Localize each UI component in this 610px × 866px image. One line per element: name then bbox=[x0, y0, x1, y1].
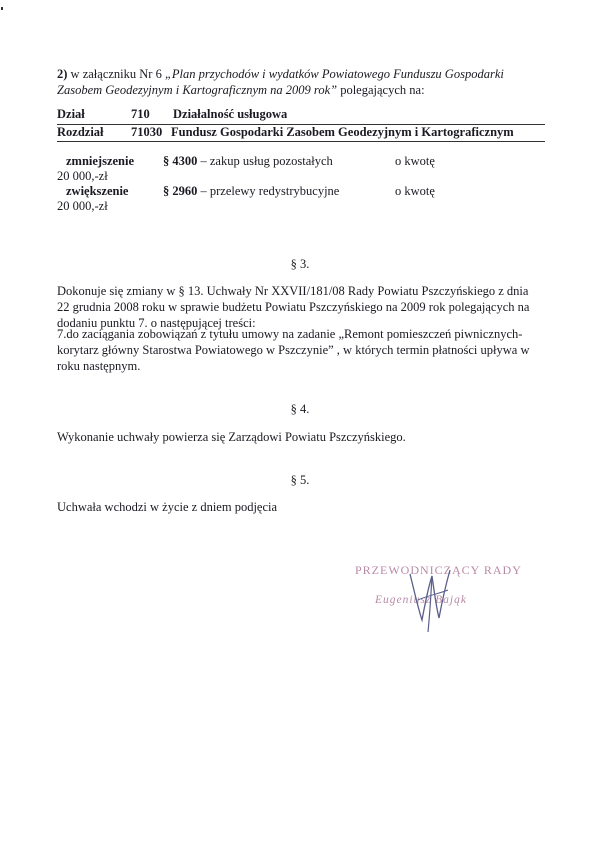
entry-amount: 20 000,-zł bbox=[57, 199, 108, 213]
entry-paragraph bbox=[163, 153, 333, 170]
table-rozdzial-name: Fundusz Gospodarki Zasobem Geodezyjnym i Kartograficznym bbox=[171, 125, 514, 139]
chairman-stamp-title: PRZEWODNICZĄCY RADY bbox=[355, 563, 522, 577]
intro-text: w załączniku Nr 6 bbox=[70, 67, 162, 81]
table-dzial-label: Dział bbox=[57, 107, 85, 121]
table-rozdzial-label: Rozdział bbox=[57, 125, 104, 139]
section-3-line: 7.do zaciągania zobowiązań z tytułu umowy na zadanie „Remont pomieszczeń piwnicznych- bbox=[57, 327, 523, 341]
intro-plan-title-cont: Zasobem Geodezyjnym i Kartograficznym na 2009 rok” bbox=[57, 83, 338, 97]
section-5-text: Uchwała wchodzi w życie z dniem podjęcia bbox=[57, 500, 278, 514]
section-3-line: roku następnym. bbox=[57, 359, 141, 373]
entry-kind: zwiększenie bbox=[66, 184, 129, 198]
handwritten-signature bbox=[392, 560, 472, 635]
section-3-line: Dokonuje się zmiany w § 13. Uchwały Nr XXVII/181/08 Rady Powiatu Pszczyńskiego z dnia bbox=[57, 284, 529, 298]
section-4-text: Wykonanie uchwały powierza się Zarządowi Powiatu Pszczyńskiego. bbox=[57, 430, 406, 444]
entry-kwota-label: o kwotę bbox=[395, 184, 435, 198]
section-3-heading: § 3. bbox=[290, 257, 310, 271]
table-dzial-name: Działalność usługowa bbox=[173, 107, 288, 121]
section-3-line: 22 grudnia 2008 roku w sprawie budżetu Powiatu Pszczyńskiego na 2009 rok polegających na bbox=[57, 300, 530, 314]
entry-para-number: § 2960 bbox=[163, 184, 198, 198]
intro-text-end: polegających na: bbox=[340, 83, 425, 97]
entry-kwota-label: o kwotę bbox=[395, 154, 435, 168]
entry-amount: 20 000,-zł bbox=[57, 169, 108, 183]
section-4-heading: § 4. bbox=[290, 402, 310, 416]
table-bottom-rule bbox=[57, 141, 545, 142]
table-dzial-code: 710 bbox=[131, 107, 150, 121]
chairman-stamp-name: Eugeniusz Bająk bbox=[375, 594, 467, 606]
intro-plan-title: „Plan przychodów i wydatków Powiatowego Funduszu Gospodarki bbox=[164, 67, 504, 81]
intro-item-number: 2) bbox=[57, 67, 68, 81]
intro-line-2 bbox=[57, 82, 425, 99]
section-5-heading: § 5. bbox=[290, 473, 310, 487]
entry-kind: zmniejszenie bbox=[66, 154, 135, 168]
section-3-line: dodaniu punktu 7. o następującej treści: bbox=[57, 316, 256, 330]
entry-description: – przelewy redystrybucyjne bbox=[200, 184, 340, 198]
intro-line-1 bbox=[57, 66, 504, 83]
entry-paragraph bbox=[163, 183, 339, 200]
scan-mark bbox=[1, 7, 3, 10]
entry-para-number: § 4300 bbox=[163, 154, 198, 168]
table-rozdzial-code: 71030 bbox=[131, 125, 163, 139]
entry-description: – zakup usług pozostałych bbox=[200, 154, 333, 168]
section-3-line: korytarz główny Starostwa Powiatowego w Pszczynie” , w których termin płatności upływa w bbox=[57, 343, 530, 357]
